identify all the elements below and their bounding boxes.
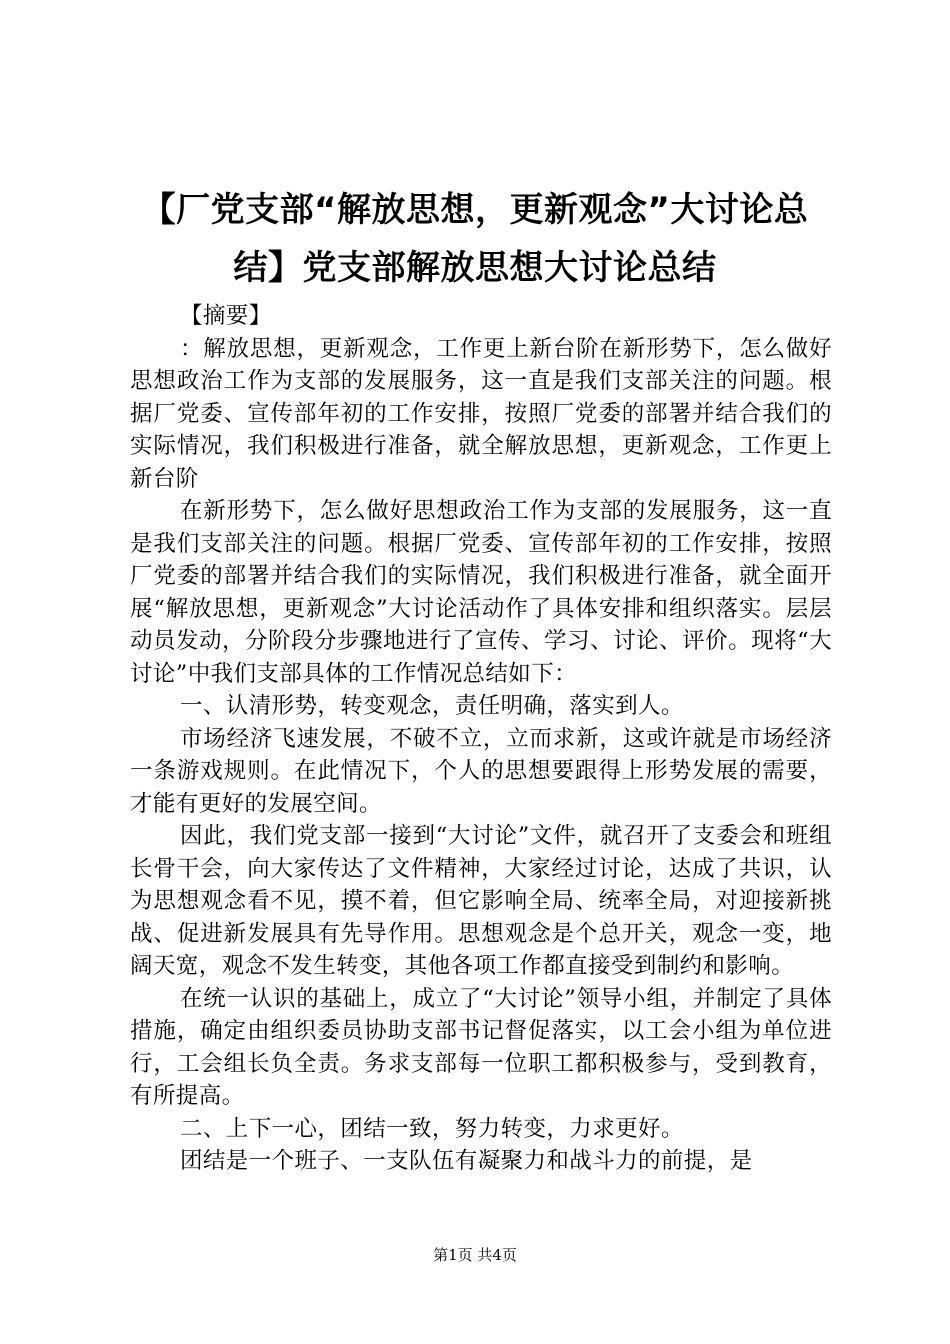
document-title: 【厂党支部“解放思想，更新观念”大讨论总结】党支部解放思想大讨论总结 bbox=[141, 190, 809, 288]
section-heading-2: 二、上下一心，团结一致，努力转变，力求更好。 bbox=[180, 1115, 684, 1142]
abstract-label: 【摘要】 bbox=[180, 303, 272, 329]
page-footer: 第1页 共4页 bbox=[433, 1246, 517, 1264]
section-heading-1: 一、认清形势，转变观念，责任明确，落实到人。 bbox=[180, 693, 684, 719]
paragraph: 因此，我们党支部一接到“大讨论”文件，就召开了支委会和班组长骨干会，向大家传达了文件精神，大家经过讨论，达成了共识，认为思想观念看不见，摸不着，但它影响全局、统率全局，对迎接新挑战、促进新发展具有先导作用。思想观念是个总开关，观念一变，地阔天宽，观念不发生转变，其他各项工作都直接受到制约和影响。 bbox=[130, 823, 832, 979]
paragraph-intro: 在新形势下，怎么做好思想政治工作为支部的发展服务，这一直是我们支部关注的问题。根据厂党委、宣传部年初的工作安排，按照厂党委的部署并结合我们的实际情况，我们积极进行准备，就全面开展“解放思想，更新观念”大讨论活动作了具体安排和组织落实。层层动员发动，分阶段分步骤地进行了宣传、学习、讨论、评价。现将“大讨论”中我们支部具体的工作情况总结如下： bbox=[130, 498, 832, 687]
paragraph: 在统一认识的基础上，成立了“大讨论”领导小组，并制定了具体措施，确定由组织委员协助支部书记督促落实，以工会小组为单位进行，工会组长负全责。务求支部每一位职工都积极参与，受到教育，有所提高。 bbox=[130, 985, 832, 1109]
paragraph: 团结是一个班子、一支队伍有凝聚力和战斗力的前提，是 bbox=[180, 1148, 753, 1174]
document-body bbox=[130, 300, 832, 1178]
paragraph: 市场经济飞速发展，不破不立，立而求新，这或许就是市场经济一条游戏规则。在此情况下，个人的思想要跟得上形势发展的需要，才能有更好的发展空间。 bbox=[130, 725, 832, 817]
paragraph-abstract: ：解放思想，更新观念，工作更上新台阶在新形势下，怎么做好思想政治工作为支部的发展服务，这一直是我们支部关注的问题。根据厂党委、宣传部年初的工作安排，按照厂党委的部署并结合我们的实际情况，我们积极进行准备，就全解放思想，更新观念，工作更上新台阶 bbox=[130, 335, 832, 492]
